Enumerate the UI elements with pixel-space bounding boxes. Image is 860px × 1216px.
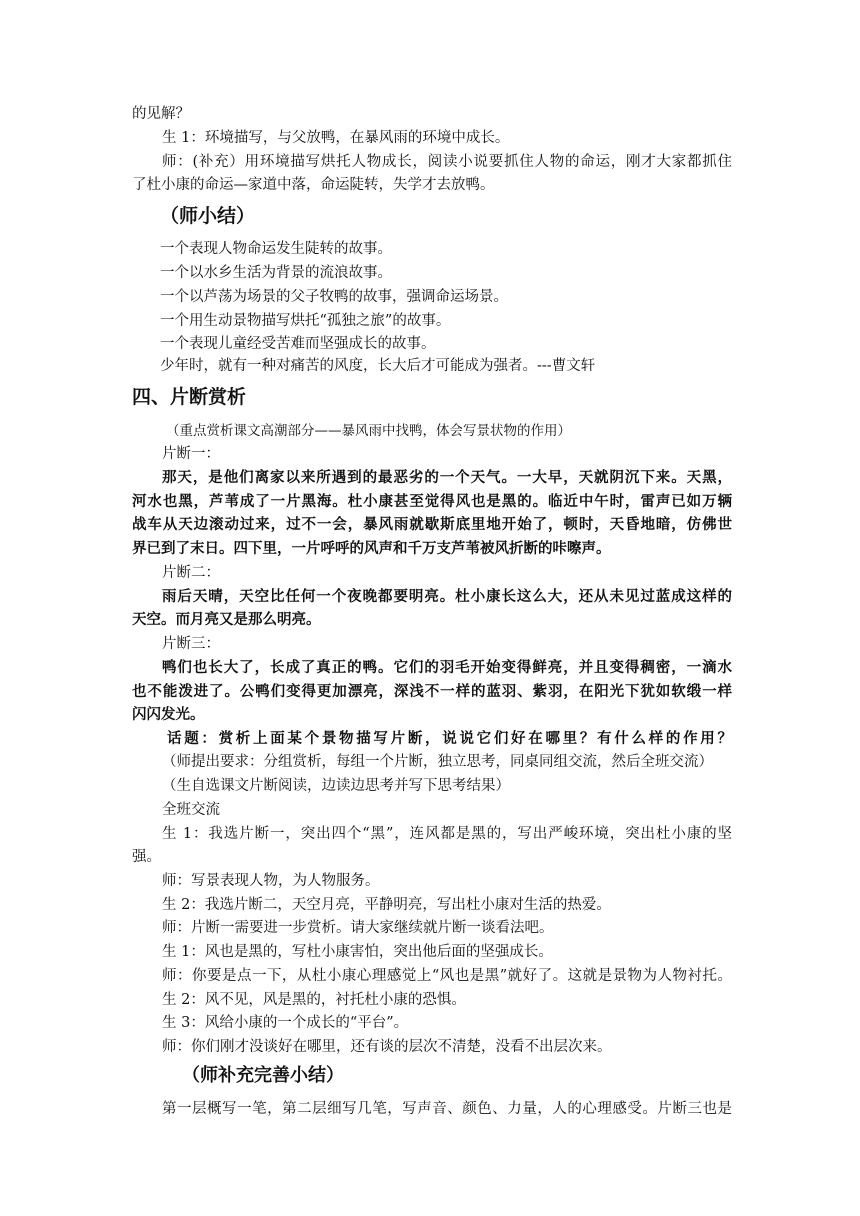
fragment-text: 河水也黑，芦苇成了一片黑海。杜小康甚至觉得风也是黑的。临近中午时，雷声已如万辆 bbox=[132, 493, 732, 510]
fragment-text: 鸭们也长大了，长成了真正的鸭。它们的羽毛开始变得鲜亮，并且变得稠密，一滴水 bbox=[162, 659, 732, 676]
fragment-text: 也不能泼进了。公鸭们变得更加漂亮，深浅不一样的蓝羽、紫羽，在阳光下犹如软缎一样 bbox=[132, 683, 732, 700]
fragment-text: 那天，是他们离家以来所遇到的最恶劣的一个天气。一大早，天就阴沉下来。天黑， bbox=[162, 469, 732, 486]
summary-quote: 少年时，就有一种对痛苦的风度，长大后才可能成为强者。---曹文轩 bbox=[160, 358, 596, 374]
fragment-text: 战车从天边滚动过来，过不一会，暴风雨就歇斯底里地开始了，顿时，天昏地暗，仿佛世 bbox=[132, 516, 732, 533]
discussion-line: 师：写景表现人物，为人物服务。 bbox=[162, 873, 380, 889]
intro-line: 了杜小康的命运—家道中落，命运陡转，失学才去放鸭。 bbox=[132, 177, 495, 193]
discussion-title: 全班交流 bbox=[162, 802, 220, 818]
fragment-text: 闪闪发光。 bbox=[132, 706, 205, 723]
fragment-text: 天空。而月亮又是那么明亮。 bbox=[132, 611, 321, 628]
discussion-line: 生 2：风不见，风是黑的，衬托杜小康的恐惧。 bbox=[162, 992, 466, 1008]
student-requirement: （生自选课文片断阅读，边读边思考并写下思考结果） bbox=[162, 778, 510, 794]
discussion-line: 师：你要是点一下，从杜小康心理感觉上“风也是黑”就好了。这就是景物为人物衬托。 bbox=[162, 968, 732, 984]
discussion-line: 生 2：我选片断二，天空月亮，平静明亮，写出杜小康对生活的热爱。 bbox=[162, 897, 611, 913]
discussion-line: 生 1：我选片断一，突出四个“黑”，连风都是黑的，写出严峻环境，突出杜小康的坚 bbox=[162, 826, 732, 842]
discussion-line: 生 1：风也是黑的，写杜小康害怕，突出他后面的坚强成长。 bbox=[162, 944, 553, 960]
summary-line: 第一层概写一笔，第二层细写几笔，写声音、颜色、力量，人的心理感受。片断三也是 bbox=[162, 1101, 732, 1117]
fragment-label: 片断三： bbox=[162, 636, 220, 652]
discussion-line: 师：片断一需要进一步赏析。请大家继续就片断一谈看法吧。 bbox=[162, 920, 554, 936]
intro-line: 师：(补充）用环境描写烘托人物成长，阅读小说要抓住人物的命运，刚才大家都抓住 bbox=[162, 154, 732, 170]
summary-heading: （师小结） bbox=[160, 205, 256, 227]
section-title: 四、片断赏析 bbox=[132, 386, 247, 408]
summary-line: 一个表现人物命运发生陡转的故事。 bbox=[160, 241, 392, 257]
summary-line: 一个以芦荡为场景的父子牧鸭的故事，强调命运场景。 bbox=[160, 289, 508, 305]
teacher-requirement: （师提出要求：分组赏析，每组一个片断，独立思考，同桌同组交流，然后全班交流） bbox=[162, 754, 713, 770]
section-note: （重点赏析课文高潮部分——暴风雨中找鸭，体会写景状物的作用） bbox=[166, 423, 571, 439]
fragment-text: 界已到了末日。四下里，一片呼呼的风声和千万支芦苇被风折断的咔嚓声。 bbox=[132, 540, 611, 557]
summary-line: 一个表现儿童经受苦难而坚强成长的故事。 bbox=[160, 336, 436, 352]
intro-line: 的见解？ bbox=[132, 106, 190, 122]
discussion-line: 强。 bbox=[132, 849, 161, 865]
discussion-topic: 话题：赏析上面某个景物描写片断，说说它们好在哪里？有什么样的作用？ bbox=[167, 730, 732, 747]
discussion-line: 师：你们刚才没谈好在哪里，还有谈的层次不清楚，没看不出层次来。 bbox=[162, 1039, 612, 1055]
discussion-line: 生 3：风给小康的一个成长的“平台”。 bbox=[162, 1015, 409, 1031]
summary-line: 一个以水乡生活为背景的流浪故事。 bbox=[160, 265, 392, 281]
fragment-label: 片断二： bbox=[162, 565, 220, 581]
fragment-text: 雨后天晴，天空比任何一个夜晚都要明亮。杜小康长这么大，还从未见过蓝成这样的 bbox=[162, 588, 732, 605]
fragment-label: 片断一： bbox=[162, 446, 220, 462]
intro-line: 生 1：环境描写，与父放鸭，在暴风雨的环境中成长。 bbox=[162, 130, 510, 146]
summary-line: 一个用生动景物描写烘托“孤独之旅”的故事。 bbox=[160, 313, 451, 329]
summary-heading: （师补充完善小结） bbox=[182, 1065, 344, 1086]
